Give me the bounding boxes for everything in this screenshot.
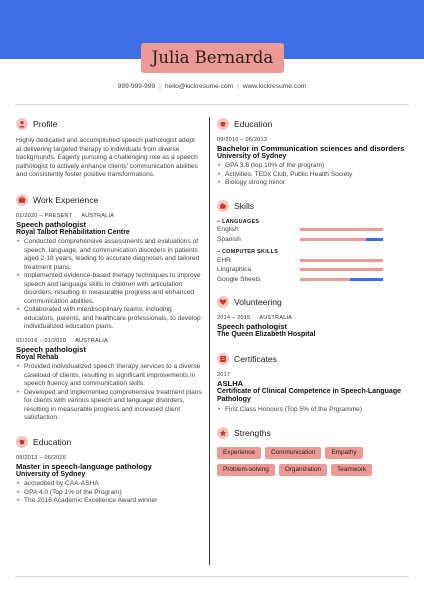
user-icon bbox=[16, 118, 28, 130]
email-text: hello@kickresume.com bbox=[164, 83, 234, 90]
skill-group-label: – LANGUAGES bbox=[217, 218, 260, 225]
strength-chip: Teamwork bbox=[331, 464, 372, 476]
job-title: Speech pathologist bbox=[16, 219, 87, 229]
job-location: AUSTRALIA bbox=[75, 337, 108, 344]
profile-section bbox=[16, 117, 202, 180]
strength-chip: Empathy bbox=[325, 447, 362, 459]
section-title: Volunteering bbox=[234, 297, 282, 308]
certificates-section bbox=[217, 352, 409, 414]
skill-row bbox=[217, 235, 409, 245]
skill-name: Lingraphica bbox=[217, 266, 252, 274]
volunteering-section bbox=[217, 295, 409, 339]
skill-name: Spanish bbox=[217, 235, 241, 243]
volunteering-location: AUSTRALIA bbox=[259, 315, 293, 322]
skill-bar bbox=[300, 228, 383, 231]
skill-row bbox=[217, 225, 409, 235]
degree-title: Master in speech-language pathology bbox=[16, 461, 152, 471]
list-item: • Collaborated with interdisciplinary teams, including educators, parents, and healthcare professionals, to develop individualized education plans. bbox=[16, 306, 202, 332]
strength-chip: Experience bbox=[217, 447, 261, 459]
volunteering-role: Speech pathologist bbox=[217, 322, 288, 332]
job-bullets bbox=[16, 363, 202, 423]
job-org: Royal Talbot Rehabilitation Centre bbox=[16, 228, 130, 236]
skill-bar bbox=[300, 268, 383, 271]
graduation-cap-icon bbox=[16, 436, 28, 448]
section-title: Work Experience bbox=[33, 194, 99, 205]
section-title: Education bbox=[234, 119, 273, 129]
skills-section bbox=[217, 199, 409, 284]
certificate-desc: Certificate of Clinical Competence in Speech-Language Pathology bbox=[217, 387, 401, 404]
certificate-name: ASLHA bbox=[217, 378, 244, 388]
right-column bbox=[217, 117, 409, 476]
strength-chip: Organization bbox=[279, 464, 327, 476]
left-column bbox=[16, 117, 202, 506]
work-section bbox=[16, 193, 202, 423]
job-org: Royal Rehab bbox=[16, 353, 59, 361]
footer-divider bbox=[15, 576, 409, 577]
skill-name: Google Sheets bbox=[217, 276, 261, 283]
education-bullets bbox=[217, 162, 409, 188]
list-item: • Developed and implemented comprehensive treatment plans for clients with various speech and language disorders, resulting in measurable progress and increased client satisfaction. bbox=[16, 389, 202, 423]
skill-name: EHR bbox=[217, 256, 231, 264]
list-item: • First Class Honours (Top 5% of the Prgramme) bbox=[217, 406, 409, 415]
strength-chip: Communication bbox=[265, 447, 321, 459]
list-item: • GPA 3.8 (top 10% of the program) bbox=[217, 162, 409, 171]
job-meta bbox=[16, 213, 202, 219]
strength-chip: Problem-solving bbox=[217, 464, 275, 476]
skill-row bbox=[217, 265, 409, 275]
list-item: • Implemented evidence-based therapy techniques to improve speech and language skills in children with articulation disorders, resulting in measurable progress and enhanced communication abilities. bbox=[16, 272, 202, 306]
job-location: AUSTRALIA bbox=[81, 212, 115, 219]
section-title: Certificates bbox=[234, 353, 277, 364]
education-dates: 09/2013 – 06/2016 bbox=[16, 454, 67, 461]
education-dates: 09/2010 – 06/2013 bbox=[217, 137, 268, 143]
heart-icon bbox=[217, 296, 229, 308]
strengths-chips bbox=[217, 447, 392, 476]
section-title: Profile bbox=[33, 119, 58, 129]
star-icon bbox=[217, 427, 229, 439]
graduation-cap-icon bbox=[217, 118, 229, 130]
skill-row bbox=[217, 275, 409, 285]
skill-group-label: – COMPUTER SKILLS bbox=[217, 249, 279, 256]
section-title: Education bbox=[33, 436, 72, 447]
skill-bar bbox=[300, 278, 383, 281]
job-dates: 01/2016 – 01/2020 bbox=[16, 337, 67, 344]
list-item: • GPA 4.0 (Top 1% of the Program) bbox=[16, 489, 202, 498]
puzzle-icon bbox=[217, 200, 229, 212]
job-entry bbox=[16, 338, 202, 423]
skill-name: English bbox=[217, 226, 239, 234]
list-item: • The 2016 Academic Excellence Award winner bbox=[16, 497, 202, 506]
degree-title: Bachelor in Communication sciences and disorders bbox=[217, 144, 405, 153]
education-bullets bbox=[16, 480, 202, 506]
strengths-section bbox=[217, 426, 409, 476]
contact-line: 999-999-999 | hello@kickresume.com | www.kickresume.com bbox=[117, 83, 307, 90]
skill-row bbox=[217, 255, 409, 265]
list-item: • Conducted comprehensive assessments and evaluations of speech, language, and communication disorders in patients aged 2-18 years, leading to accurate diagnoses and tailored treatment plans. bbox=[16, 238, 202, 272]
education-section-left bbox=[16, 435, 202, 506]
job-entry bbox=[16, 213, 202, 332]
school-name: University of Sydney bbox=[217, 153, 287, 160]
section-title: Skills bbox=[234, 200, 255, 211]
list-item: • accredited by CAA-ASHA bbox=[16, 480, 202, 489]
job-dates: 01/2020 – PRESENT bbox=[16, 212, 73, 219]
list-item: • Biology strong minor bbox=[217, 179, 409, 188]
volunteering-org: The Queen Elizabeth Hospital bbox=[217, 331, 316, 339]
website-text: www.kickresume.com bbox=[242, 83, 307, 90]
school-name: University of Sydney bbox=[16, 470, 86, 478]
certificate-bullets bbox=[217, 406, 409, 415]
name-title: Julia Bernarda bbox=[141, 43, 284, 73]
profile-text: Highly dedicated and accomplished speech pathologist adept at delivering targeted therapy to individuals from diverse backgrounds. Eagerly pursuing a challenging role as a speech pathologist to actively enhance clients' communication abilities and consistently foster positive transformations. bbox=[16, 137, 198, 179]
education-section-right bbox=[217, 117, 409, 188]
section-title: Strengths bbox=[234, 428, 271, 439]
header-divider bbox=[15, 104, 409, 105]
volunteering-meta bbox=[217, 315, 409, 321]
volunteering-dates: 2014 – 2015 bbox=[217, 315, 251, 322]
certificate-icon bbox=[217, 353, 229, 365]
briefcase-icon bbox=[16, 194, 28, 206]
list-item: • Provided individualized speech therapy services to a diverse caseload of clients, resulting in significant improvements in speech fluency and communication skills. bbox=[16, 363, 202, 389]
certificate-year: 2017 bbox=[217, 371, 231, 378]
list-item: • Activities: TEDx Club, Public Health Society bbox=[217, 171, 409, 180]
skill-bar bbox=[300, 259, 383, 262]
job-title: Speech pathologist bbox=[16, 344, 87, 354]
column-divider bbox=[209, 117, 210, 565]
job-meta bbox=[16, 338, 202, 344]
phone-text: 999-999-999 bbox=[117, 83, 156, 90]
job-bullets bbox=[16, 238, 202, 332]
skill-bar bbox=[300, 238, 383, 241]
